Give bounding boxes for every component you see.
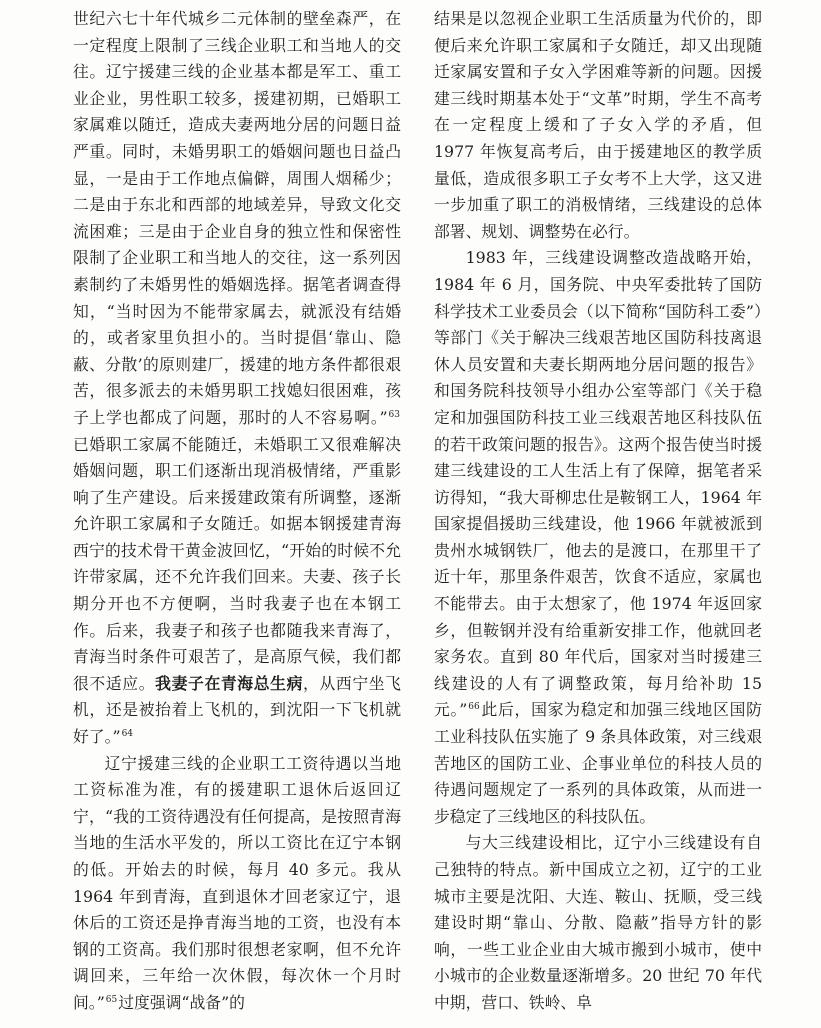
footnote-ref-63[interactable]: 63 bbox=[388, 409, 400, 420]
paragraph bbox=[434, 6, 762, 245]
paragraph-text: 辽宁援建三线的企业职工工资待遇以当地工资标准为准，有的援建职工退休后返回辽宁，“我的工资待遇没有任何提高，是按照青海当地的生活水平发的，所以工资比在辽宁本钢的低。开始去的时候，每月 40 多元。我从 1964 年到青海，直到退休才回老家辽宁，退休后的工资还是挣青海当地的工资，也没有本钢的工资高。我们那时很想老家啊，但不允许调回来，三年给一次休假，每次休一个月时间。” bbox=[73, 753, 401, 1012]
paragraph-text: 此后，国家为稳定和加强三线地区国防工业科技队伍实施了 9 条具体政策，对三线艰苦地区的国防工业、企事业单位的科技人员的待遇问题规定了一系列的具体政策，从而进一步稳定了三线地区的科技队伍。 bbox=[434, 700, 762, 826]
paragraph bbox=[73, 751, 401, 1017]
paragraph-text: ，从西宁坐飞机，还是被抬着上飞机的，到沈阳一下飞机就好了。” bbox=[73, 673, 401, 747]
paragraph-text: 已婚职工家属不能随迁，未婚职工又很难解决婚姻问题，职工们逐渐出现消极情绪，严重影响了生产建设。后来援建政策有所调整，逐渐允许职工家属和子女随迁。如据本钢援建青海西宁的技术骨干黄金波回忆，“开始的时候不允许带家属，还不允许我们回来。夫妻、孩子长期分开也不方便啊，当时我妻子也在本钢工作。后来，我妻子和孩子也都随我来青海了，青海当时条件可艰苦了，是高原气候，我们都很不适应。 bbox=[73, 434, 401, 693]
paragraph-text: 世纪六七十年代城乡二元体制的壁垒森严，在一定程度上限制了三线企业职工和当地人的交往。辽宁援建三线的企业基本都是军工、重工业企业，男性职工较多，援建初期，已婚职工家属难以随迁，造成夫妻两地分居的问题日益严重。同时，未婚男职工的婚姻问题也日益凸显，一是由于工作地点偏僻，周围人烟稀少；二是由于东北和西部的地域差异，导致文化交流困难；三是由于企业自身的独立性和保密性限制了企业职工和当地人的交往，这一系列因素制约了未婚男性的婚姻选择。据笔者调查得知，“当时因为不能带家属去，就派没有结婚的，或者家里负担小的。当时提倡‘靠山、隐蔽、分散’的原则建厂，援建的地方条件都很艰苦，很多派去的未婚男职工找媳妇很困难，孩子上学也都成了问题，那时的人不容易啊。” bbox=[73, 9, 401, 427]
bold-emphasis: 我妻子在青海总生病 bbox=[155, 673, 304, 693]
paragraph-text: 1983 年，三线建设调整改造战略开始，1984 年 6 月，国务院、中央军委批转了国防科学技术工业委员会（以下简称“国防科工委”）等部门《关于解决三线艰苦地区国防科技离退休人员安置和夫妻长期两地分居问题的报告》和国务院科技领导小组办公室等部门《关于稳定和加强国防科技工业三线艰苦地区科技队伍的若干政策问题的报告》。这两个报告使当时援建三线建设的工人生活上有了保障，据笔者采访得知，“我大哥柳忠仕是鞍钢工人，1964 年国家提倡援助三线建设，他 1966 年就被派到贵州水城钢铁厂，他去的是渡口，在那里干了近十年，那里条件艰苦，饮食不适应，家属也不能带去。由于太想家了，他 1974 年返回家乡，但鞍钢并没有给重新安排工作，他就回老家务农。直到 80 年代后，国家对当时援建三线建设的人有了调整政策，每月给补助 15 元。” bbox=[434, 248, 762, 720]
right-column bbox=[434, 6, 762, 1017]
paragraph-text: 结果是以忽视企业职工生活质量为代价的，即便后来允许职工家属和子女随迁，却又出现随迁家属安置和子女入学困难等新的问题。因援建三线时期基本处于“文革”时期，学生不高考在一定程度上缓和了子女入学的矛盾，但 1977 年恢复高考后，由于援建地区的教学质量低，造成很多职工子女考不上大学，这又进一步加重了职工的消极情绪，三线建设的总体部署、规划、调整势在必行。 bbox=[434, 9, 762, 241]
paragraph-text: 过度强调“战备”的 bbox=[118, 992, 245, 1012]
footnote-ref-66[interactable]: 66 bbox=[468, 702, 480, 713]
paragraph bbox=[434, 830, 762, 1016]
paragraph bbox=[434, 245, 762, 830]
left-column bbox=[73, 6, 401, 1017]
paragraph bbox=[73, 6, 401, 751]
paragraph-text: 与大三线建设相比，辽宁小三线建设有自己独特的特点。新中国成立之初，辽宁的工业城市主要是沈阳、大连、鞍山、抚顺，受三线建设时期“靠山、分散、隐蔽”指导方针的影响，一些工业企业由大城市搬到小城市，使中小城市的企业数量逐渐增多。20 世纪 70 年代中期，营口、铁岭、阜 bbox=[434, 833, 762, 1012]
footnote-ref-64[interactable]: 64 bbox=[121, 728, 134, 739]
footnote-ref-65[interactable]: 65 bbox=[105, 994, 118, 1005]
